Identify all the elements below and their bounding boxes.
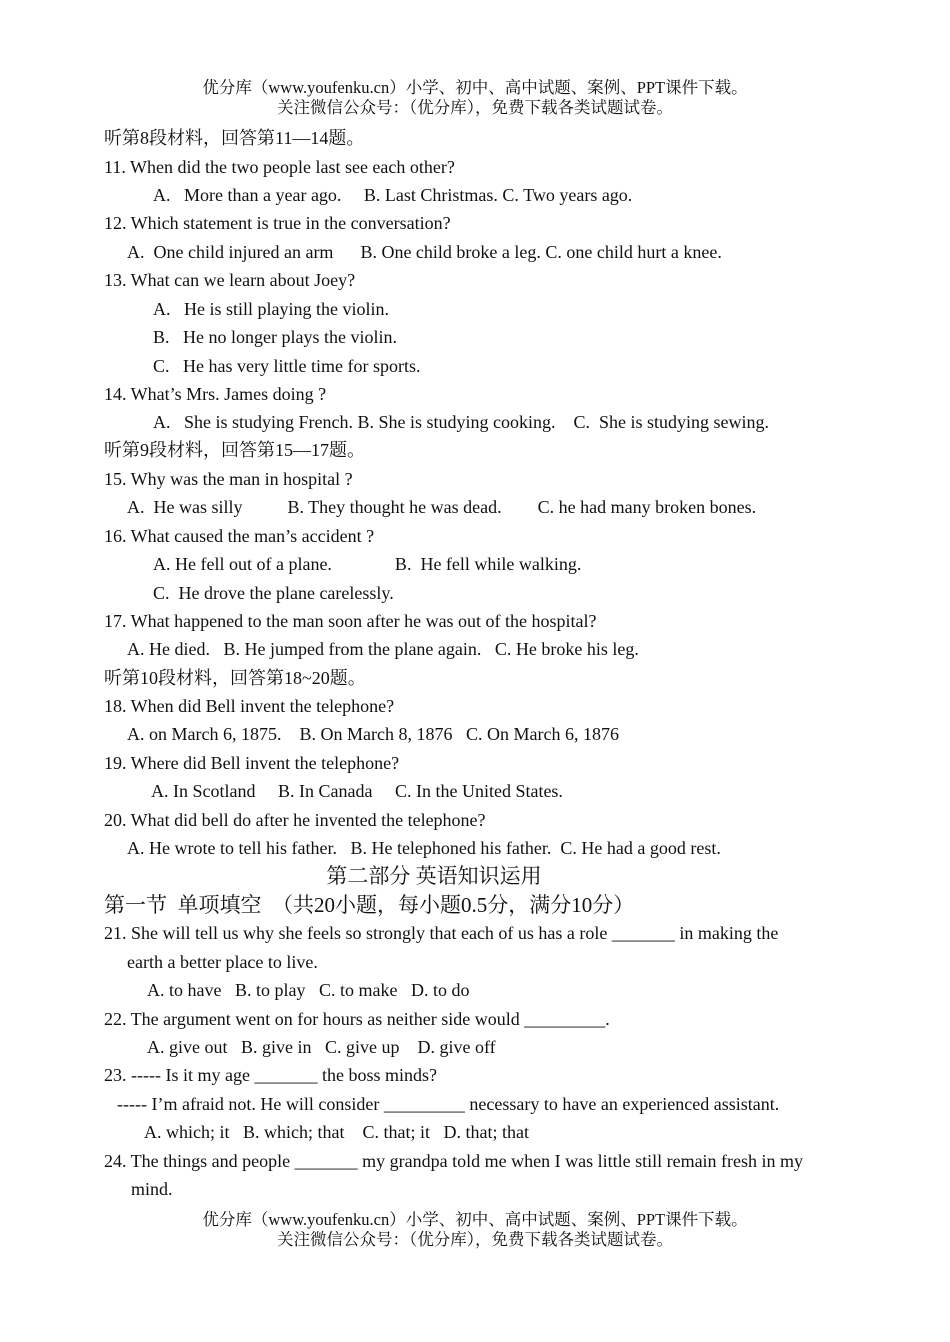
question-13-option-a: A. He is still playing the violin. xyxy=(153,299,389,319)
question-16-option-c: C. He drove the plane carelessly. xyxy=(153,583,394,603)
question-24-stem-line-1: 24. The things and people _______ my grandpa told me when I was little still remain fresh in my xyxy=(104,1151,804,1171)
page-header-line-1: 优分库（www.youfenku.cn）小学、初中、高中试题、案例、PPT课件下载。 xyxy=(202,78,748,97)
page-footer-line-1: 优分库（www.youfenku.cn）小学、初中、高中试题、案例、PPT课件下载。 xyxy=(202,1210,748,1229)
question-21-stem-line-1: 21. She will tell us why she feels so strongly that each of us has a role _______ in making the xyxy=(104,923,779,943)
question-22-stem: 22. The argument went on for hours as neither side would _________. xyxy=(104,1009,610,1029)
question-23-stem: 23. ----- Is it my age _______ the boss minds? xyxy=(104,1065,437,1085)
section-8-instruction: 听第8段材料，回答第11—14题。 xyxy=(104,128,365,148)
question-24-stem-line-2: mind. xyxy=(131,1179,173,1199)
question-19-stem: 19. Where did Bell invent the telephone? xyxy=(104,753,400,773)
question-18-stem: 18. When did Bell invent the telephone? xyxy=(104,696,395,716)
question-12-options: A. One child injured an arm B. One child broke a leg. C. one child hurt a knee. xyxy=(127,242,722,262)
question-14-options: A. She is studying French. B. She is studying cooking. C. She is studying sewing. xyxy=(153,412,770,432)
question-23-reply: ----- I’m afraid not. He will consider _________ necessary to have an experienced assistant. xyxy=(117,1094,780,1114)
question-13-option-b: B. He no longer plays the violin. xyxy=(153,327,397,347)
part-2-title: 第二部分 英语知识运用 xyxy=(326,864,542,888)
question-19-options: A. In Scotland B. In Canada C. In the United States. xyxy=(151,781,563,801)
question-15-options: A. He was silly B. They thought he was dead. C. he had many broken bones. xyxy=(127,497,757,517)
question-21-stem-line-2: earth a better place to live. xyxy=(127,952,318,972)
question-14-stem: 14. What’s Mrs. James doing ? xyxy=(104,384,327,404)
section-10-instruction: 听第10段材料，回答第18~20题。 xyxy=(104,668,366,688)
question-23-options: A. which; it B. which; that C. that; it D. that; that xyxy=(144,1122,529,1142)
question-15-stem: 15. Why was the man in hospital ? xyxy=(104,469,353,489)
question-11-stem: 11. When did the two people last see each other? xyxy=(104,157,455,177)
page-header-line-2: 关注微信公众号：（优分库），免费下载各类试题试卷。 xyxy=(277,98,673,117)
question-20-options: A. He wrote to tell his father. B. He telephoned his father. C. He had a good rest. xyxy=(127,838,721,858)
question-17-options: A. He died. B. He jumped from the plane again. C. He broke his leg. xyxy=(127,639,639,659)
question-16-options-ab: A. He fell out of a plane. B. He fell while walking. xyxy=(153,554,582,574)
page-footer-line-2: 关注微信公众号：（优分库），免费下载各类试题试卷。 xyxy=(277,1230,673,1249)
section-9-instruction: 听第9段材料，回答第15—17题。 xyxy=(104,440,365,460)
question-21-options: A. to have B. to play C. to make D. to do xyxy=(147,980,470,1000)
question-18-options: A. on March 6, 1875. B. On March 8, 1876 C. On March 6, 1876 xyxy=(127,724,619,744)
question-17-stem: 17. What happened to the man soon after he was out of the hospital? xyxy=(104,611,597,631)
question-16-stem: 16. What caused the man’s accident ? xyxy=(104,526,375,546)
question-20-stem: 20. What did bell do after he invented the telephone? xyxy=(104,810,486,830)
question-12-stem: 12. Which statement is true in the conversation? xyxy=(104,213,451,233)
question-13-stem: 13. What can we learn about Joey? xyxy=(104,270,356,290)
question-22-options: A. give out B. give in C. give up D. give off xyxy=(147,1037,496,1057)
question-11-options: A. More than a year ago. B. Last Christmas. C. Two years ago. xyxy=(153,185,633,205)
section-1-heading: 第一节 单项填空 （共20小题，每小题0.5分，满分10分） xyxy=(104,893,635,917)
question-13-option-c: C. He has very little time for sports. xyxy=(153,356,421,376)
